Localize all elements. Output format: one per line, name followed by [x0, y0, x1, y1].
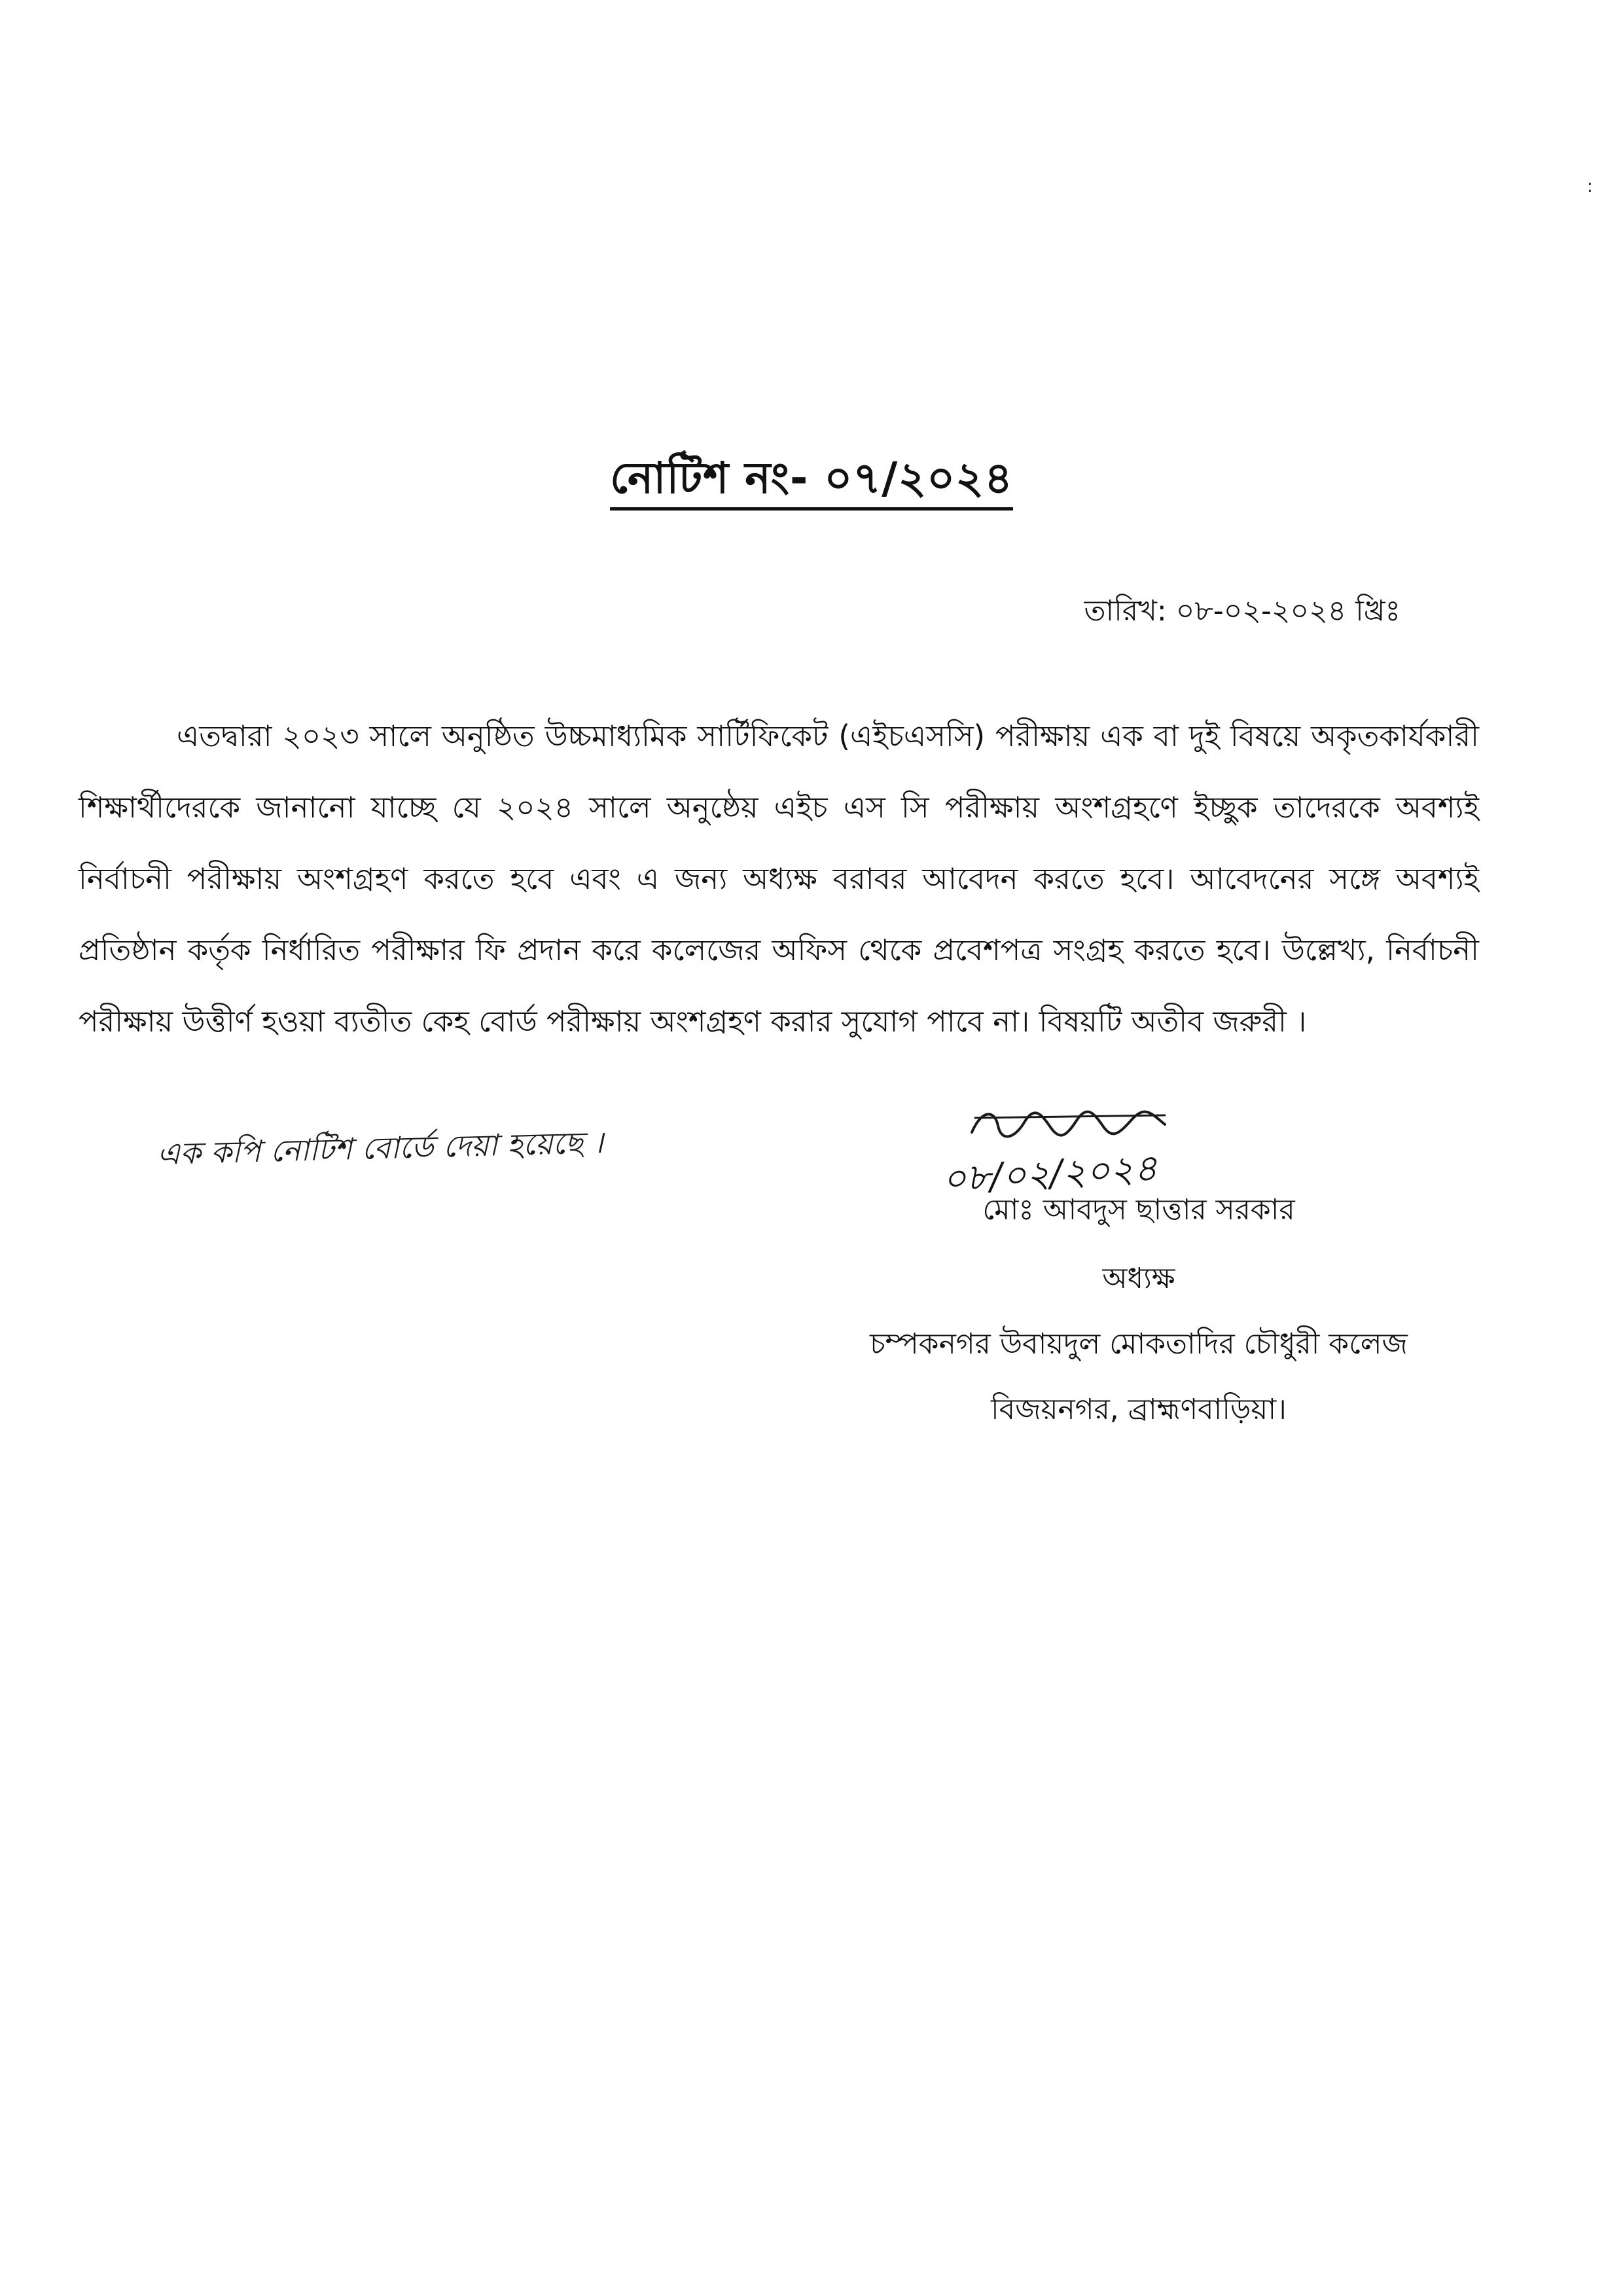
- notice-title: [0, 445, 1623, 517]
- principal-designation: অধ্যক্ষ: [1102, 1262, 1175, 1295]
- handwritten-copy-note: এক কপি নোটিশ বোর্ডে দেয়া হয়েছে ।: [156, 1124, 604, 1172]
- college-name: চম্পকনগর উবায়দুল মোকতাদির চৌধুরী কলেজ: [870, 1327, 1408, 1361]
- signature-date: ০৮/০২/২০২৪: [941, 1147, 1159, 1201]
- notice-body: এতদ্বারা ২০২৩ সালে অনুষ্ঠিত উচ্চমাধ্যমিক সার্টিফিকেট (এইচএসসি) পরীক্ষায় এক বা দুই বিষয়ে অকৃতকার্যকারী শিক্ষার্থীদেরকে জানানো যাচ্ছে যে ২০২৪ সালে অনুষ্ঠেয় এইচ এস সি পরীক্ষায় অংশগ্রহণে ইচ্ছুক তাদেরকে অবশ্যই নির্বাচনী পরীক্ষায় অংশগ্রহণ করতে হবে এবং এ জন্য অধ্যক্ষ বরাবর আবেদন করতে হবে। আবেদনের সঙ্গে অবশ্যই প্রতিষ্ঠান কর্তৃক নির্ধারিত পরীক্ষার ফি প্রদান করে কলেজের অফিস থেকে প্রবেশপত্র সংগ্রহ করতে হবে। উল্লেখ্য, নির্বাচনী পরীক্ষায় উত্তীর্ণ হওয়া ব্যতীত কেহ বোর্ড পরীক্ষায় অংশগ্রহণ করার সুযোগ পাবে না। বিষয়টি অতীব জরুরী ।: [79, 719, 1479, 1039]
- notice-title-text: নোটিশ নং- ০৭/২০২৪: [610, 453, 1013, 511]
- notice-date: তারিখ: ০৮-০২-২০২৪ খ্রিঃ: [1084, 594, 1400, 628]
- corner-mark: :: [1587, 177, 1593, 196]
- signature-scribble: [969, 1106, 1178, 1145]
- college-address: বিজয়নগর, ব্রাহ্মণবাড়িয়া।: [991, 1393, 1287, 1426]
- principal-name: মোঃ আবদুস ছাত্তার সরকার: [982, 1193, 1295, 1227]
